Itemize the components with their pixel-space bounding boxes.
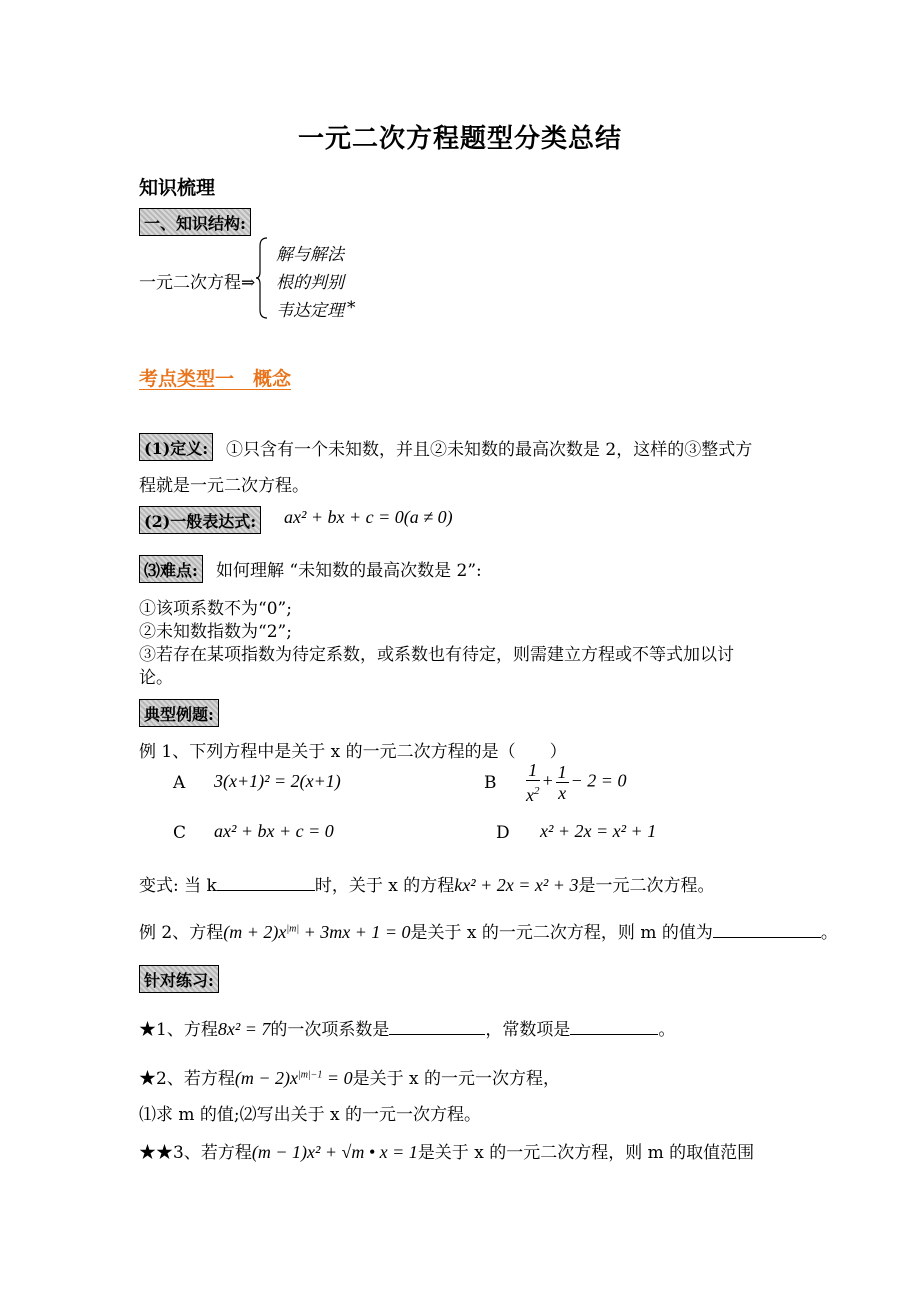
difficulty-point: ②未知数指数为“2”; bbox=[139, 622, 292, 642]
difficulty-lead: 如何理解 “未知数的最高次数是 2”: bbox=[216, 561, 482, 581]
practice1-line: ★1、方程8x² = 7的一次项系数是 ，常数项是 。 bbox=[139, 1019, 676, 1040]
option-c-label: C bbox=[173, 823, 187, 843]
topic-heading: 考点类型一 概念 bbox=[139, 368, 292, 390]
option-c-formula: ax² + bx + c = 0 bbox=[214, 821, 334, 841]
page-title: 一元二次方程题型分类总结 bbox=[297, 124, 622, 154]
knowledge-structure-tag: 一、知识结构: bbox=[139, 208, 251, 236]
option-b-formula: $\frac{1}{x^2}$ + $\frac{1}{x}$ − 2 = 0 bbox=[526, 760, 627, 805]
section-heading: 知识梳理 bbox=[139, 177, 216, 199]
structure-item: 根的判别 bbox=[276, 273, 344, 293]
structure-lhs: 一元二次方程⇒ bbox=[139, 273, 256, 293]
general-form-tag: (2)一般表达式: bbox=[139, 506, 261, 534]
definition-line1: ①只含有一个未知数，并且②未知数的最高次数是 2，这样的③整式方 bbox=[226, 440, 753, 460]
difficulty-point: ③若存在某项指数为待定系数，或系数也有待定，则需建立方程或不等式加以讨 bbox=[139, 645, 734, 665]
practice2-subline: ⑴求 m 的值;⑵写出关于 x 的一元一次方程。 bbox=[139, 1105, 482, 1125]
definition-line2: 程就是一元二次方程。 bbox=[139, 476, 309, 496]
star-mark: * bbox=[347, 298, 356, 318]
example2-line: 例 2、方程$(m + 2)x^{|m|} + 3mx + 1 = 0$是关于 x 的一元二次方程，则 m 的值为 。 bbox=[139, 922, 838, 943]
practice3-line: ★★3、若方程(m − 1)x² + √m • x = 1是关于 x 的一元二次方程，则 m 的取值范围 bbox=[139, 1142, 755, 1163]
difficulty-tag: ⑶难点: bbox=[139, 555, 203, 583]
option-d-label: D bbox=[496, 823, 510, 843]
practice-tag: 针对练习: bbox=[139, 965, 219, 993]
option-b-label: B bbox=[484, 773, 497, 793]
option-a-formula: 3(x+1)² = 2(x+1) bbox=[214, 771, 341, 791]
structure-item: 韦达定理 bbox=[276, 301, 344, 321]
option-a-label: A bbox=[173, 773, 186, 793]
option-d-formula: x² + 2x = x² + 1 bbox=[540, 821, 657, 841]
variant-line: 变式: 当 k 时，关于 x 的方程kx² + 2x = x² + 3是一元二次方程。 bbox=[139, 875, 715, 896]
difficulty-point: ①该项系数不为“0”; bbox=[139, 599, 292, 619]
general-formula: ax² + bx + c = 0(a ≠ 0) bbox=[284, 507, 453, 527]
example1-text: 例 1、下列方程中是关于 x 的一元二次方程的是（ ） bbox=[139, 742, 567, 762]
brace-icon bbox=[255, 236, 269, 320]
definition-tag: (1)定义: bbox=[139, 433, 213, 461]
practice2-line: ★2、若方程$(m - 2)x^{|m|-1} = 0$是关于 x 的一元一次方程， bbox=[139, 1068, 560, 1089]
difficulty-tail: 论。 bbox=[139, 668, 173, 688]
structure-item: 解与解法 bbox=[276, 245, 344, 265]
examples-tag: 典型例题: bbox=[139, 699, 219, 727]
